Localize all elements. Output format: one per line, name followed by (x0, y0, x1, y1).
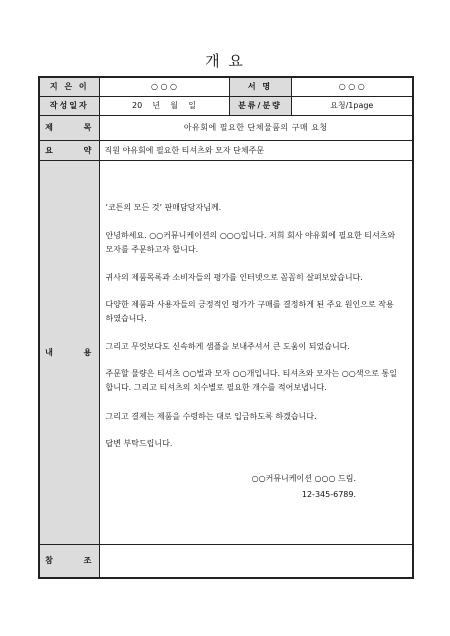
signature-label: 서 명 (229, 77, 291, 96)
subject-label: 제 목 (39, 115, 99, 140)
reference-value (99, 544, 413, 578)
category-label: 분류/분량 (229, 96, 291, 115)
author-value: ○ ○ ○ (99, 77, 229, 96)
greeting: ‘코튼의 모든 것’ 판매담당자님께. (105, 202, 222, 212)
paragraph-2: 귀사의 제품목록과 소비자들의 평가를 인터넷으로 꼼꼼히 살펴보았습니다. (105, 272, 363, 282)
content-cell (99, 160, 413, 544)
subject-value: 아유회에 필요한 단체물품의 구매 요청 (99, 115, 413, 140)
content-label: 내 용 (39, 160, 99, 544)
reference-label: 참 조 (39, 544, 99, 578)
sign-phone: 12-345-6789. (301, 489, 356, 499)
signature-value: ○ ○ ○ (291, 77, 413, 96)
document-form-table (38, 76, 414, 579)
paragraph-3: 다양한 제품과 사용자들의 긍정적인 평가가 구매를 결정하게 된 주요 원인으로 작용하였습니다. (105, 299, 394, 323)
author-label: 지 은 이 (39, 77, 99, 96)
paragraph-4: 그리고 무엇보다도 신속하게 샘플을 보내주셔서 큰 도움이 되었습니다. (105, 341, 350, 351)
paragraph-7: 답변 부탁드립니다. (105, 438, 173, 448)
date-label: 작성일자 (39, 96, 99, 115)
paragraph-1: 안녕하세요. ○○커뮤니케이션의 ○○○입니다. 저희 회사 야유회에 필요한 티셔츠와 모자를 주문하고자 합니다. (105, 230, 396, 254)
summary-label: 요 약 (39, 140, 99, 160)
paragraph-6: 그리고 결제는 제품을 수령하는 대로 입금하도록 하겠습니다. (105, 411, 317, 421)
summary-value: 직원 야유회에 필요한 티셔츠와 모자 단체주문 (99, 140, 413, 160)
sign-name: ○○커뮤니케이션 ○○○ 드림. (251, 473, 356, 483)
paragraph-5: 주문할 물량은 티셔츠 ○○벌과 모자 ○○개입니다. 티셔츠와 모자는 ○○색으로 통일합니다. 그리고 티셔츠의 치수별로 필요한 개수를 적어보냅니다. (105, 368, 397, 392)
document-title: 개 요 (205, 52, 245, 70)
category-value: 요청/1page (291, 96, 413, 115)
date-value: 20 년 월 일 (99, 96, 229, 115)
